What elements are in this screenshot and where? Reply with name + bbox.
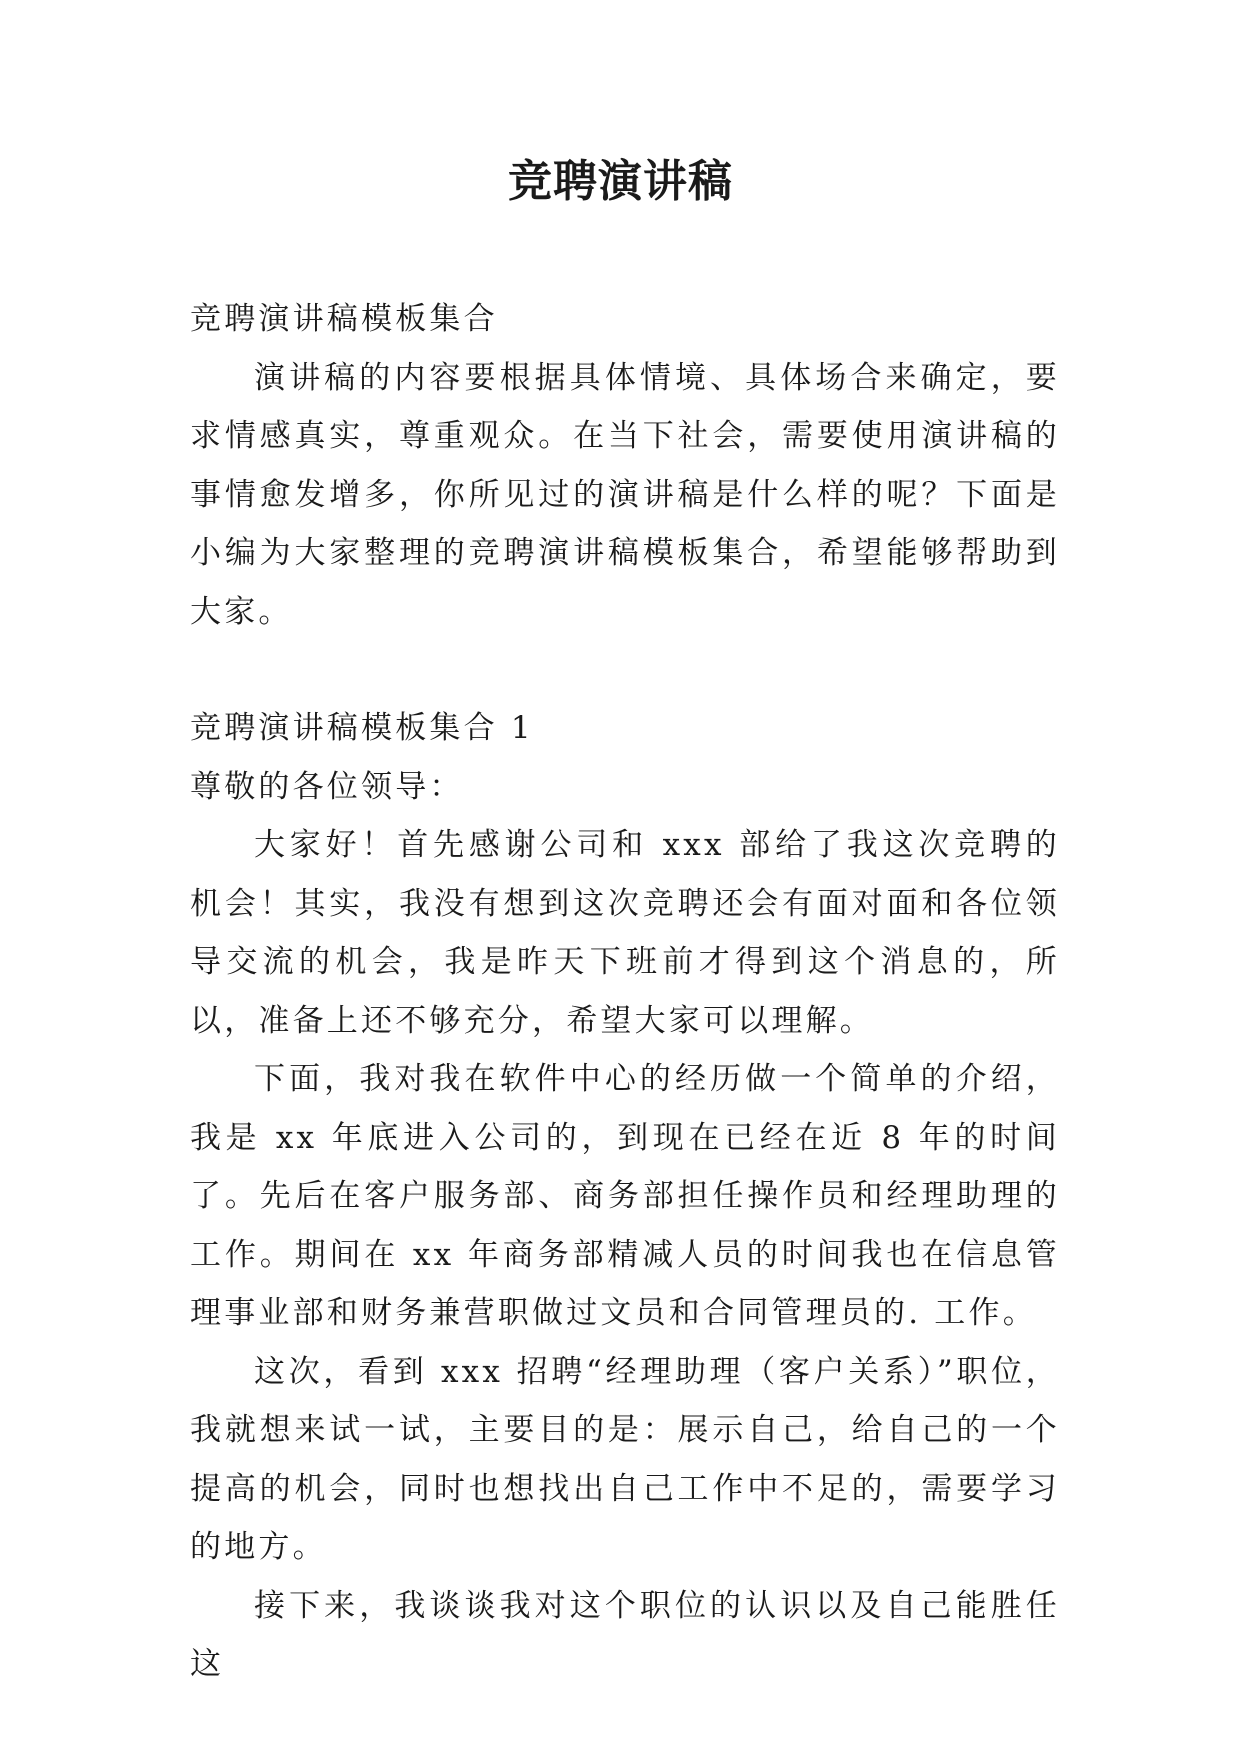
- intro-paragraph: 演讲稿的内容要根据具体情境、具体场合来确定，要求情感真实，尊重观众。在当下社会，需要使用演讲稿的事情愈发增多，你所见过的演讲稿是什么样的呢？下面是小编为大家整理的竞聘演讲稿模板集合，希望能够帮助到大家。: [190, 359, 1060, 630]
- body-paragraph-2: 下面，我对我在软件中心的经历做一个简单的介绍，我是 xx 年底进入公司的，到现在已经在近 8 年的时间了。先后在客户服务部、商务部担任操作员和经理助理的工作。期间在 xx 年商务部精减人员的时间我也在信息管理事业部和财务兼营职做过文员和合同管理员的. 工作。: [190, 1061, 1060, 1331]
- subtitle: 竞聘演讲稿模板集合: [190, 301, 498, 337]
- body-paragraph-4: 接下来，我谈谈我对这个职位的认识以及自己能胜任这: [190, 1587, 1060, 1682]
- section-heading: 竞聘演讲稿模板集合 1: [190, 710, 534, 746]
- document-body: [190, 290, 1060, 1694]
- salutation: 尊敬的各位领导：: [190, 768, 464, 805]
- body-paragraph-1: 大家好！首先感谢公司和 xxx 部给了我这次竞聘的机会！其实，我没有想到这次竞聘还会有面对面和各位领导交流的机会，我是昨天下班前才得到这个消息的，所以，准备上还不够充分，希望大家可以理解。: [190, 827, 1060, 1039]
- document-title: 竞聘演讲稿: [508, 156, 733, 207]
- paragraph-gap: [190, 641, 1060, 699]
- body-paragraph-3: 这次，看到 xxx 招聘“经理助理（客户关系）”职位，我就想来试一试，主要目的是：展示自己，给自己的一个提高的机会，同时也想找出自己工作中不足的，需要学习的地方。: [190, 1353, 1060, 1565]
